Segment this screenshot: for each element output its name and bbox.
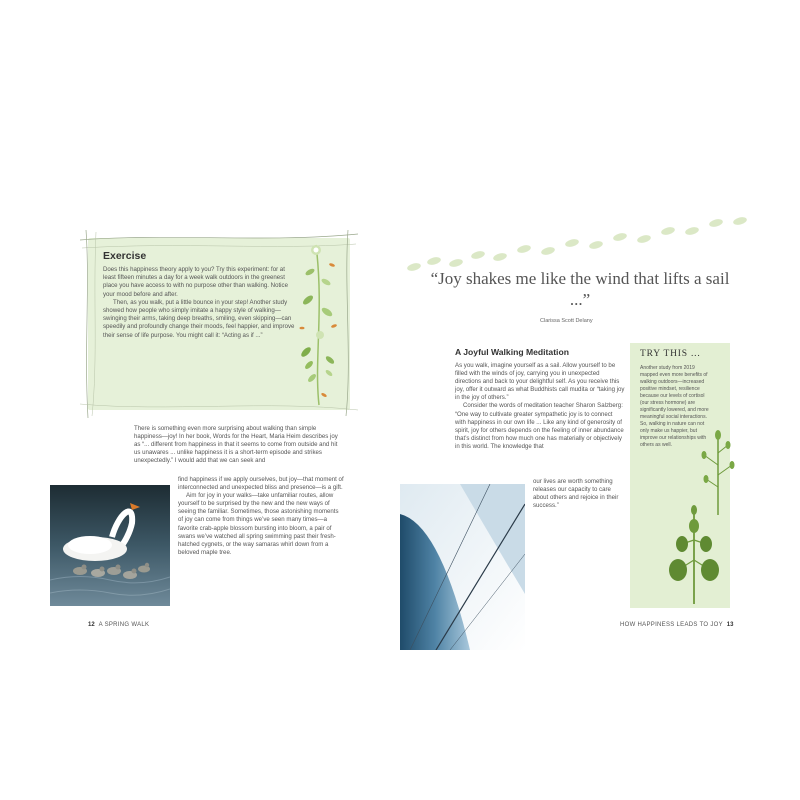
leaf-sprig-icon xyxy=(294,240,344,410)
running-head: A SPRING WALK xyxy=(98,622,150,628)
pull-quote: “Joy shakes me like the wind that lifts a sail ...” xyxy=(430,269,730,309)
page-number: 12 xyxy=(88,622,95,628)
sail-photo xyxy=(400,484,525,650)
quote-attribution: Clarissa Scott Delany xyxy=(540,318,593,324)
meditation-wrap-text: our lives are worth something releases our capacity to care about others and rejoice in their success.” xyxy=(533,478,619,510)
footprints-icon xyxy=(400,205,760,275)
swan-photo xyxy=(50,485,170,606)
meditation-paragraph: Consider the words of meditation teacher Sharon Salzberg: “One way to cultivate greater sympathetic joy is to connect with happiness in our own life ... Like any kind of generosity of spirit, joy for others depends on the feeling of inner abundance that’s distinct from how much one has materially or objectively in this world. The knowledge that xyxy=(455,402,624,450)
large-tree-icon xyxy=(664,500,724,604)
exercise-title: Exercise xyxy=(103,250,147,262)
right-footer xyxy=(620,622,733,628)
meditation-paragraph: As you walk, imagine yourself as a sail. Allow yourself to be filled with the winds of joy, carrying you in unexpected directions and back to your delightful self. As you receive this joy, offer it outward as what Buddhists call mudita or “taking joy in the joy of others.” xyxy=(455,362,625,402)
left-wrap-text xyxy=(178,476,344,557)
page-number: 13 xyxy=(726,622,734,628)
left-intro-text xyxy=(134,425,344,465)
meditation-title: A Joyful Walking Meditation xyxy=(455,347,569,357)
try-this-title: TRY THIS ... xyxy=(640,349,701,359)
exercise-body xyxy=(103,266,295,340)
left-footer xyxy=(88,622,149,628)
running-head: HOW HAPPINESS LEADS TO JOY xyxy=(620,622,723,628)
intro-paragraph: There is something even more surprising about walking than simple happiness—joy! In her book, Words for the Heart, Maria Heim describes joy as “... different from happiness in that it seems to come from outside and hit us unawares ... unlike happiness it is a short-term episode and strikes unexpectedly.” I would add that we can seek and xyxy=(134,425,338,465)
wrap-paragraph: Aim for joy in your walks—take unfamiliar routes, allow yourself to be surprised by the new and the new ways of seeing the familiar. Sometimes, those astonishing moments of joy can come from things we’ve seen many times—a favorite crab-apple blossom bursting into bloom, a pair of swans we’ve watched all spring swimming past their fresh-hatched cygnets, or the way samaras whirl down from a beloved maple tree. xyxy=(178,492,339,556)
exercise-paragraph: Then, as you walk, put a little bounce in your step! Another study showed how people who simply imitate a happy style of walking—swinging their arms, taking deep breaths, smiling, even skipping—can speedily and profoundly change their moods, feel happier, and improve their sense of life purpose. You might call it: “Acting as if ...” xyxy=(103,298,295,339)
meditation-body xyxy=(455,362,625,451)
exercise-paragraph: Does this happiness theory apply to you? Try this experiment: for at least fifteen minutes a day for a week walk outdoors in the greenest place you have access to with no purpose other than walking. Notice your mood before and after. xyxy=(103,266,288,298)
wrap-paragraph: find happiness if we apply ourselves, but joy—that moment of interconnected and unexpected bliss and presence—is a gift. xyxy=(178,476,344,492)
try-this-body: Another study from 2019 mapped even more benefits of walking outdoors—increased positive mindset, resilience because our levels of cortisol (our stress hormone) are significantly lowered, and more meaningful social interactions. So, walking in nature can not only make us happier, but improve our relationships with others as well. xyxy=(640,365,709,448)
